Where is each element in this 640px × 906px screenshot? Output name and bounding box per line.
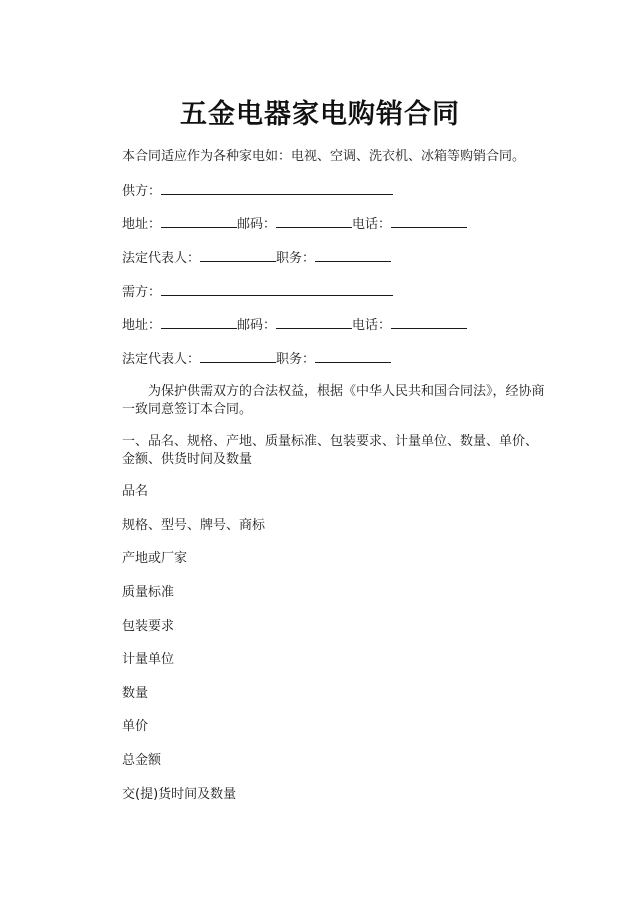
buyer-phone-field[interactable] xyxy=(391,315,467,329)
list-item: 品名 xyxy=(122,484,149,499)
list-item: 包装要求 xyxy=(122,619,175,634)
buyer-phone-label: 电话： xyxy=(352,318,392,333)
supplier-rep-field[interactable] xyxy=(200,248,276,262)
supplier-label: 供方： xyxy=(122,184,162,199)
supplier-phone-label: 电话： xyxy=(352,217,392,232)
list-item: 规格、型号、牌号、商标 xyxy=(122,518,266,533)
buyer-line xyxy=(122,282,393,302)
supplier-position-label: 职务： xyxy=(276,251,316,266)
buyer-name-field[interactable] xyxy=(161,282,393,296)
buyer-address-label: 地址： xyxy=(122,318,162,333)
document-title: 五金电器家电购销合同 xyxy=(180,99,460,130)
buyer-rep-line xyxy=(122,349,391,369)
buyer-postcode-field[interactable] xyxy=(276,315,352,329)
buyer-position-field[interactable] xyxy=(315,349,391,363)
supplier-contact-line xyxy=(122,214,467,234)
supplier-postcode-field[interactable] xyxy=(276,214,352,228)
list-item: 产地或厂家 xyxy=(122,551,188,566)
supplier-address-field[interactable] xyxy=(161,214,237,228)
section-1-heading: 一、品名、规格、产地、质量标准、包装要求、计量单位、数量、单价、金额、供货时间及数量 xyxy=(122,434,539,467)
list-item: 计量单位 xyxy=(122,652,175,667)
list-item: 数量 xyxy=(122,686,149,701)
buyer-rep-label: 法定代表人： xyxy=(122,352,201,367)
supplier-address-label: 地址： xyxy=(122,217,162,232)
buyer-postcode-label: 邮码： xyxy=(237,318,277,333)
list-item: 单价 xyxy=(122,719,149,734)
buyer-rep-field[interactable] xyxy=(200,349,276,363)
supplier-phone-field[interactable] xyxy=(391,214,467,228)
buyer-contact-line xyxy=(122,315,467,335)
supplier-rep-label: 法定代表人： xyxy=(122,251,201,266)
supplier-name-field[interactable] xyxy=(161,181,393,195)
supplier-rep-line xyxy=(122,248,391,268)
supplier-position-field[interactable] xyxy=(315,248,391,262)
preamble-paragraph: 为保护供需双方的合法权益，根据《中华人民共和国合同法》，经协商一致同意签订本合同。 xyxy=(122,384,545,417)
list-item: 质量标准 xyxy=(122,585,175,600)
supplier-postcode-label: 邮码： xyxy=(237,217,277,232)
supplier-line xyxy=(122,181,393,201)
buyer-label: 需方： xyxy=(122,285,162,300)
intro-text: 本合同适应作为各种家电如：电视、空调、洗衣机、冰箱等购销合同。 xyxy=(122,149,526,164)
list-item: 交(提)货时间及数量 xyxy=(122,787,237,802)
buyer-address-field[interactable] xyxy=(161,315,237,329)
list-item: 总金额 xyxy=(122,753,162,768)
buyer-position-label: 职务： xyxy=(276,352,316,367)
